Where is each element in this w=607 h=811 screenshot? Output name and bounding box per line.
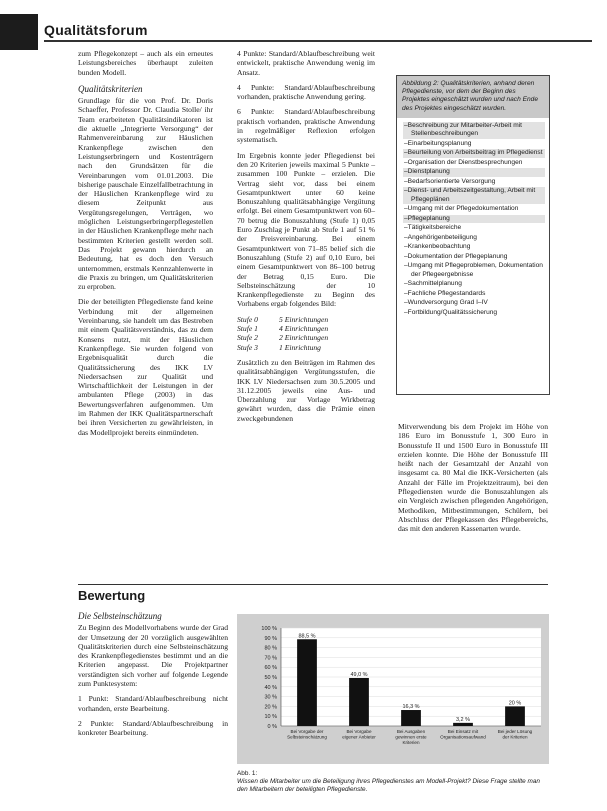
list-item: – Wundversorgung Grad I–IV [403, 299, 545, 308]
y-tick-label: 0 % [267, 724, 277, 730]
header-rule [44, 40, 592, 42]
rating-label: Stufe 3 [237, 342, 258, 352]
column-2 [237, 49, 375, 429]
list-item: – Umgang mit der Pflegedokumentation [403, 205, 545, 214]
figure-chart [237, 614, 549, 764]
figure-caption [237, 770, 549, 794]
figure-label: Abb. 1: [237, 770, 258, 777]
column-4 [78, 612, 228, 744]
list-item: – Dienst- und Arbeitszeitgestaltung, Arbeit mit Pflegeplänen [403, 187, 545, 204]
list-item: – Krankenbeobachtung [403, 243, 545, 252]
paragraph: Im Ergebnis konnte jeder Pflegedienst bei den 20 Kriterien jeweils maximal 5 Punkte – zusammen 100 Punkte – erzielen. Die Vertrag sieht vor, dass bei einem Gesamtpunktwert unter 60 keine Bonuszahlung qualitätsabhängige Vergütung erfolgt. Bei einem Gesamtpunktwert von 60–70 betrug die Bonuszahlung (Stufe 1) 0,05 Euro Zuschlag je Punkt ab Stufe 1 auf 51 % der Preisvereinbarung. Bei einem Gesamtpunktwert von 71–85 belief sich die Bonuszahlung (Stufe 2) auf 0,10 Euro, bei einem Gesamtpunktwert von 86–100 betrug der Betrag 0,15 Euro. Die Selbsteinschätzung der 10 Krankenpflegedienste zu Beginn des Vorhabens ergab folgendes Bild: [237, 150, 375, 309]
criteria-box-caption: Abbildung 2: Qualitätskriterien, anhand deren Pflegedienste, vor dem der Beginn des Projektes eingeschätzt wurden und nach Ende des Projektes eingeschätzt wurden. [397, 76, 549, 118]
bar [297, 639, 317, 726]
list-item: – Angehörigenbeteiligung [403, 234, 545, 243]
y-tick-label: 10 % [264, 714, 277, 721]
y-tick-label: 90 % [264, 635, 277, 642]
y-tick-label: 100 % [261, 626, 277, 632]
x-tick-label: Bei Ausgaben gewinnen erste Kriterien [395, 729, 427, 745]
rating-text: 4 Einrichtungen [279, 324, 329, 334]
list-item: – Pflegeplanung [403, 215, 545, 224]
section-title: Bewertung [78, 588, 146, 603]
bar [505, 706, 525, 726]
bar-chart [237, 614, 549, 764]
list-item: – Fortbildung/Qualitätssicherung [403, 309, 545, 318]
y-tick-label: 20 % [264, 704, 277, 711]
data-label: 3,2 % [455, 716, 471, 723]
paragraph: 4 Punkte: Standard/Ablaufbeschreibung weit entwickelt, praktische Anwendung wenig im Ansatz. [237, 49, 375, 77]
data-label: 16,3 % [402, 704, 420, 711]
y-tick-label: 40 % [264, 684, 277, 691]
list-item: – Umgang mit Pflegeproblemen, Dokumentation der Pflegeergebnisse [403, 262, 545, 279]
rating-text: 2 Einrichtungen [279, 333, 329, 343]
paragraph: 4 Punkte: Standard/Ablaufbeschreibung vorhanden, praktische Anwendung gering. [237, 82, 375, 102]
x-tick-label: Bei jeder Lösung der Kriterien [497, 729, 533, 740]
bar [453, 723, 473, 726]
list-item: – Dienstplanung [403, 168, 545, 177]
rating-label: Stufe 2 [237, 333, 258, 343]
rating-text: 5 Einrichtungen [279, 314, 329, 324]
rating-label: Stufe 0 [237, 314, 258, 324]
section-rule [78, 584, 548, 585]
subheading: Die Selbsteinschätzung [78, 611, 162, 621]
bar [401, 710, 421, 726]
list-item: – Fachliche Pflegestandards [403, 290, 545, 299]
criteria-box [396, 75, 550, 395]
paragraph: Grundlage für die von Prof. Dr. Doris Schaeffer, Professor Dr. Claudia Stolle/ ihr Team erarbeiteten Qualitätsindikatoren ist die aktuelle „Integrierte Versorgung“ der Rahmenvereinbarung zur Häuslichen Krankenpflege zwischen den Leistungserbringern und Kostenträgern nach den Grundsätzen für die Vereinbarungen vom 01.01.2003. Die bisherige pauschale Einzelfallbetrachtung in der Häuslichen Krankenpflege wird zu diesem Zeitpunkt aus Vergütungsregelungen, Verträgen, wo möglichen Leistungserbringerpflegestellen in der Häuslichen Krankenpflege mehr nach bestimmten Kriterien gestellt werden soll. Das Projekt gewann hierdurch an Bedeutung, hat es doch den Versuch unternommen, erstmals Kennzahlenwerte in die Praxis zu bringen, um Qualitätskriterien zu erproben. [78, 96, 213, 292]
paragraph: Die der beteiligten Pflegedienste fand keine Verbindung mit der allgemeinen Vereinbarung, sie handelt um das Bestreben mit einem Qualitätsverständnis, das zu dem Konsens nutzt, mit der Häuslichen Krankenpflege. Sie wurden folgend von Ergebnisqualität durch die Qualitätssicherung des IKK LV Niedersachsen zur Qualität und Wirtschaftlichkeit der Leistungen in der ambulanten Pflege (2003) in das Bewertungsverfahren aufgenommen. Um im Rahmen der IKK Qualitätspartnerschaft bei ihren Versicherten zu gewährleisten, in das Modellprojekt bereits einmündeten. [78, 297, 213, 437]
data-label: 49,0 % [350, 671, 368, 678]
paragraph: 6 Punkte: Standard/Ablaufbeschreibung praktisch vorhanden, praktische Anwendung in regelmäßiger Reflexion erfolgen systematisch. [237, 107, 375, 145]
data-label: 88,5 % [298, 633, 316, 640]
y-tick-label: 30 % [264, 694, 277, 701]
y-tick-label: 80 % [264, 645, 277, 652]
list-item: – Dokumentation der Pflegeplanung [403, 253, 545, 262]
rating-text: 1 Einrichtung [279, 342, 321, 352]
bar [349, 678, 369, 726]
x-tick-label: Bei Vorgabe eigener Anbieter [342, 729, 376, 740]
list-item: – Sachmittelplanung [403, 280, 545, 289]
y-tick-label: 60 % [264, 665, 277, 672]
x-tick-label: Bei Vorgabe der Selbsteinschätzung [287, 729, 327, 740]
paragraph: zum Pflegekonzept – auch als ein erneutes Leistungsbereiches überhaupt zuleiten bunden Modell. [78, 49, 213, 77]
criteria-list [397, 122, 549, 318]
list-item: – Beurteilung von Arbeitsbeitrag im Pflegedienst [403, 149, 545, 158]
list-item: – Einarbeitungsplanung [403, 140, 545, 149]
paragraph: 2 Punkte: Standard/Ablaufbeschreibung in konkreter Bearbeitung. [78, 718, 228, 738]
list-item: – Tätigkeitsbereiche [403, 224, 545, 233]
column-3 [398, 422, 548, 540]
header-bar [0, 14, 38, 50]
x-tick-label: Bei Einsatz mit Organisationsaufwand [440, 729, 486, 740]
column-1 [78, 49, 213, 443]
paragraph: Mitverwendung bis dem Projekt im Höhe von 186 Euro im Bonusstufe 1, 300 Euro in Bonusstufe II und 1500 Euro in Bonusstufe III erzielen konnte. Die Höhe der Bonusstufe III heißt nach der Gesamtzahl der Anzahl von insgesamt ca. 80 Mal die IKK-Versicherten (als Anzahl der Fälle im Projektzeitraum), bei den Pflegediensten wurde die Bonuszahlungen als ein Vergleich zwischen pflegenden Angehörigen, Methodiken, Mitbestimmungen, Schülern, bei Abschluss der Pflegekassen des Pflegebereichs, das mit den anderen Kassenarten wurde. [398, 422, 548, 534]
paragraph: Zu Beginn des Modellvorhabens wurde der Grad der Umsetzung der 20 vorzüglich ausgewählten Qualitätskriterien durch eine Selbsteinschätzung des Krankenpflegedienstes bestimmt und an die Kriterien angepasst. Die Projektpartner verständigten sich vorher auf folgende Legende zum Punktesystem: [78, 623, 228, 689]
y-tick-label: 50 % [264, 675, 277, 681]
list-item: – Bedarfsorientierte Versorgung [403, 178, 545, 187]
data-label: 20 % [508, 700, 522, 707]
rating-label: Stufe 1 [237, 324, 258, 334]
list-item: – Beschreibung zur Mitarbeiter-Arbeit mit Stellenbeschreibungen [403, 122, 545, 139]
subheading: Qualitätskriterien [78, 83, 143, 94]
y-tick-label: 70 % [264, 655, 277, 662]
figure-caption-text: Wissen die Mitarbeiter um die Beteiligung ihres Pflegedienstes am Modell-Projekt? Diese Frage stellte man den Mitarbeitern der beteiligten Pflegedienste. [237, 778, 540, 793]
paragraph: 1 Punkt: Standard/Ablaufbeschreibung nicht vorhanden, erste Bearbeitung. [78, 694, 228, 713]
paragraph: Zusätzlich zu den Beiträgen im Rahmen des qualitätsabhängigen Vergütungsstufen, die IKK LV Niedersachsen zum 30.5.2005 und 31.12.2005 jeweils eine Aus- und Überzahlung zur Vorlage Wirkbetrag gewährt wurden, dass die Prämie einen zweckgebundenen [237, 357, 375, 423]
list-item: – Organisation der Dienstbesprechungen [403, 159, 545, 168]
rating-list [237, 315, 375, 352]
page-header-title: Qualitätsforum [44, 22, 148, 38]
